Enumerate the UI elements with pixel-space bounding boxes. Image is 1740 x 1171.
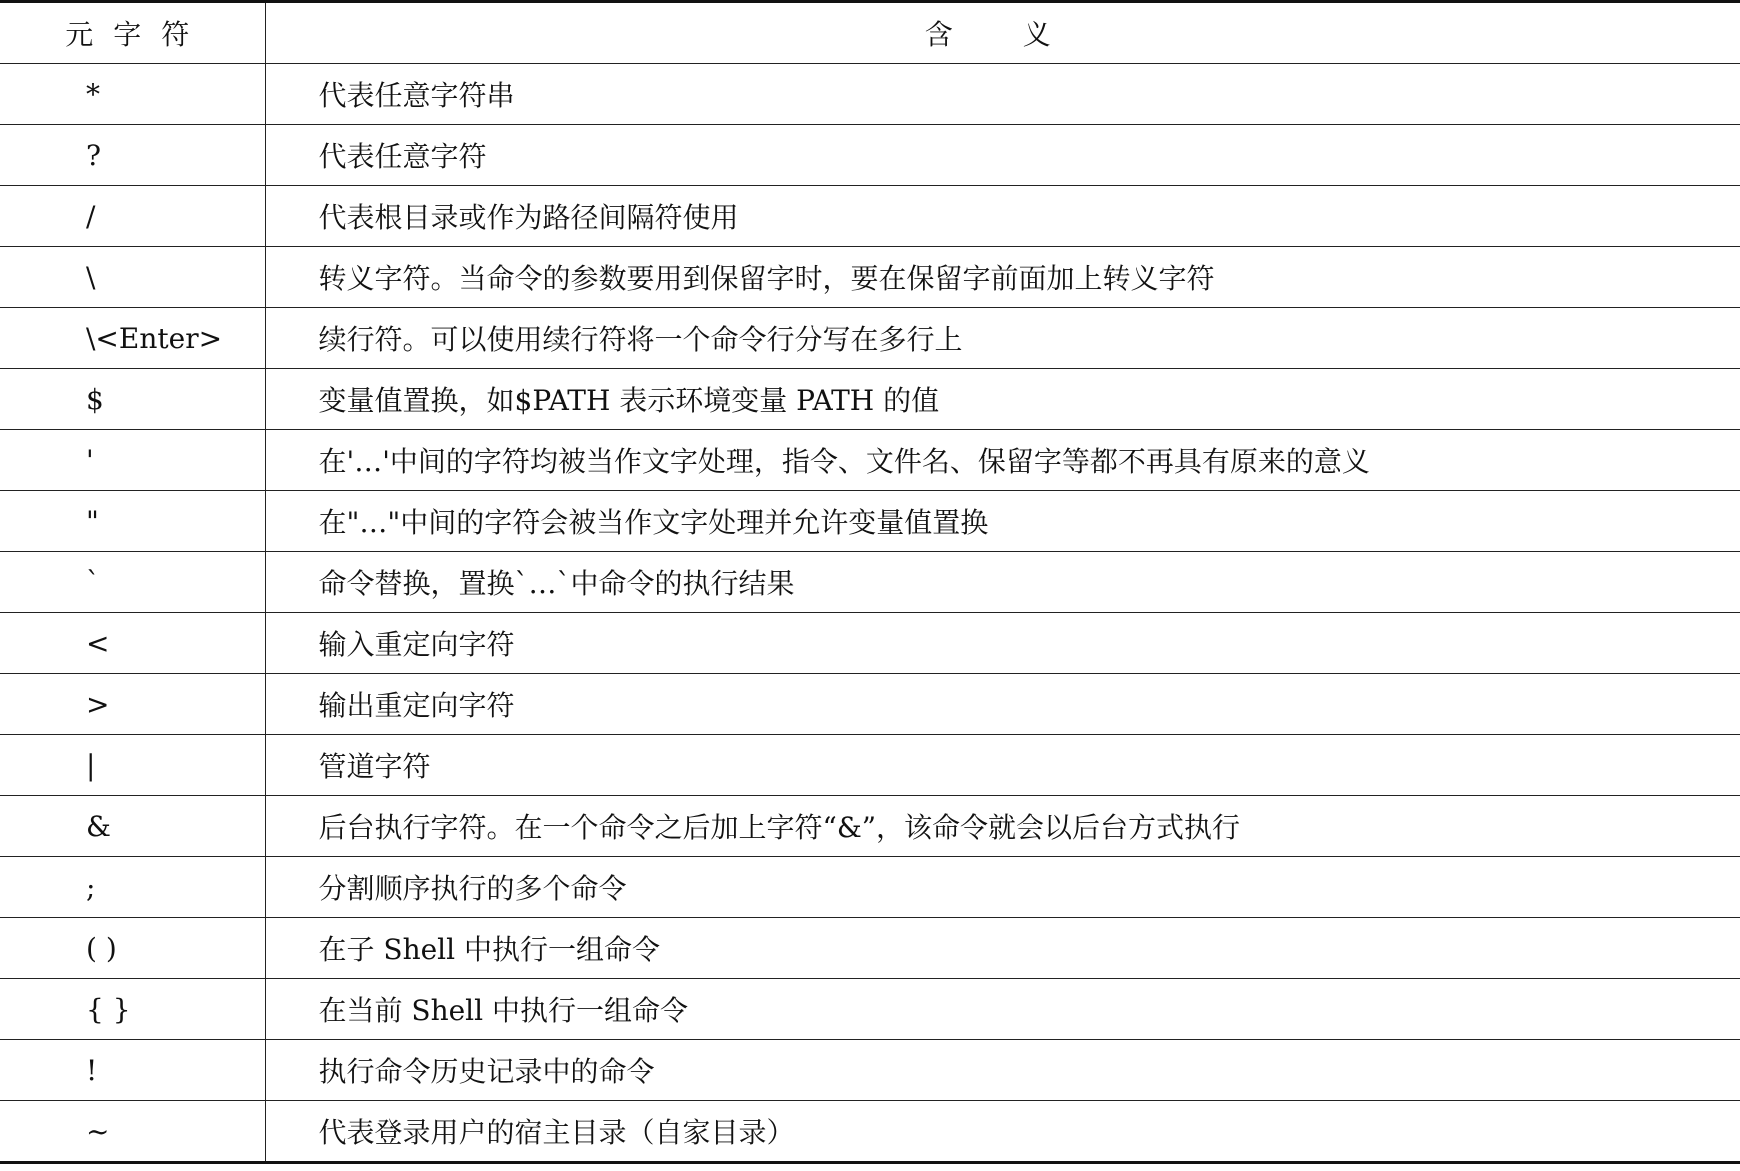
metacharacter-cell: < — [0, 613, 265, 674]
table-row — [0, 857, 1740, 918]
metacharacter-cell: ; — [0, 857, 265, 918]
table-row — [0, 247, 1740, 308]
meaning-cell: 变量值置换，如$PATH 表示环境变量 PATH 的值 — [265, 369, 1740, 430]
table-body — [0, 64, 1740, 1163]
meaning-cell: 在"…"中间的字符会被当作文字处理并允许变量值置换 — [265, 491, 1740, 552]
metacharacter-cell: ( ) — [0, 918, 265, 979]
meaning-cell: 管道字符 — [265, 735, 1740, 796]
table-row — [0, 552, 1740, 613]
table-row — [0, 796, 1740, 857]
meaning-cell: 代表登录用户的宿主目录（自家目录） — [318, 1116, 795, 1149]
meaning-cell: 后台执行字符。在一个命令之后加上字符“&”，该命令就会以后台方式执行 — [265, 796, 1740, 857]
metacharacter-cell: " — [0, 491, 265, 552]
table-row — [0, 369, 1740, 430]
table-row — [0, 1040, 1740, 1101]
table-row — [0, 979, 1740, 1040]
table-row — [0, 613, 1740, 674]
meaning-cell: 续行符。可以使用续行符将一个命令行分写在多行上 — [265, 308, 1740, 369]
table-header — [0, 2, 1740, 64]
metacharacter-cell: ! — [0, 1040, 265, 1101]
metacharacter-cell: * — [0, 64, 265, 125]
meaning-cell: 分割顺序执行的多个命令 — [265, 857, 1740, 918]
metacharacter-cell: ~ — [0, 1101, 265, 1163]
table-row — [0, 674, 1740, 735]
meaning-cell: 输出重定向字符 — [265, 674, 1740, 735]
meaning-cell: 输入重定向字符 — [265, 613, 1740, 674]
metacharacter-cell: ? — [0, 125, 265, 186]
table-row — [0, 735, 1740, 796]
table-row — [0, 918, 1740, 979]
table-row — [0, 491, 1740, 552]
metacharacter-cell: | — [0, 735, 265, 796]
table-row — [0, 64, 1740, 125]
header-symbol: 元字符 — [0, 2, 265, 64]
meaning-cell: 代表任意字符串 — [265, 64, 1740, 125]
meaning-cell: 代表根目录或作为路径间隔符使用 — [265, 186, 1740, 247]
table-row — [0, 186, 1740, 247]
meaning-cell: 在子 Shell 中执行一组命令 — [265, 918, 1740, 979]
table-row — [0, 430, 1740, 491]
metacharacter-cell: ` — [0, 552, 265, 613]
metacharacter-cell: / — [0, 186, 265, 247]
meaning-cell: 执行命令历史记录中的命令 — [265, 1040, 1740, 1101]
metacharacter-cell: > — [0, 674, 265, 735]
metacharacter-cell: $ — [0, 369, 265, 430]
meaning-cell: 命令替换，置换`…`中命令的执行结果 — [265, 552, 1740, 613]
metacharacter-cell: \ — [0, 247, 265, 308]
metacharacter-cell: & — [0, 796, 265, 857]
header-meaning: 含义 — [265, 2, 1740, 64]
header-row — [0, 2, 1740, 64]
meaning-cell: 转义字符。当命令的参数要用到保留字时，要在保留字前面加上转义字符 — [265, 247, 1740, 308]
table-row — [0, 308, 1740, 369]
metacharacter-cell: { } — [0, 979, 265, 1040]
metacharacter-cell: \<Enter> — [0, 308, 265, 369]
meaning-cell: 在'…'中间的字符均被当作文字处理，指令、文件名、保留字等都不再具有原来的意义 — [265, 430, 1740, 491]
meaning-cell: 代表任意字符 — [265, 125, 1740, 186]
table-row — [0, 125, 1740, 186]
meaning-cell: 在当前 Shell 中执行一组命令 — [265, 979, 1740, 1040]
metacharacter-cell: ' — [0, 430, 265, 491]
table-row — [0, 1101, 1740, 1163]
